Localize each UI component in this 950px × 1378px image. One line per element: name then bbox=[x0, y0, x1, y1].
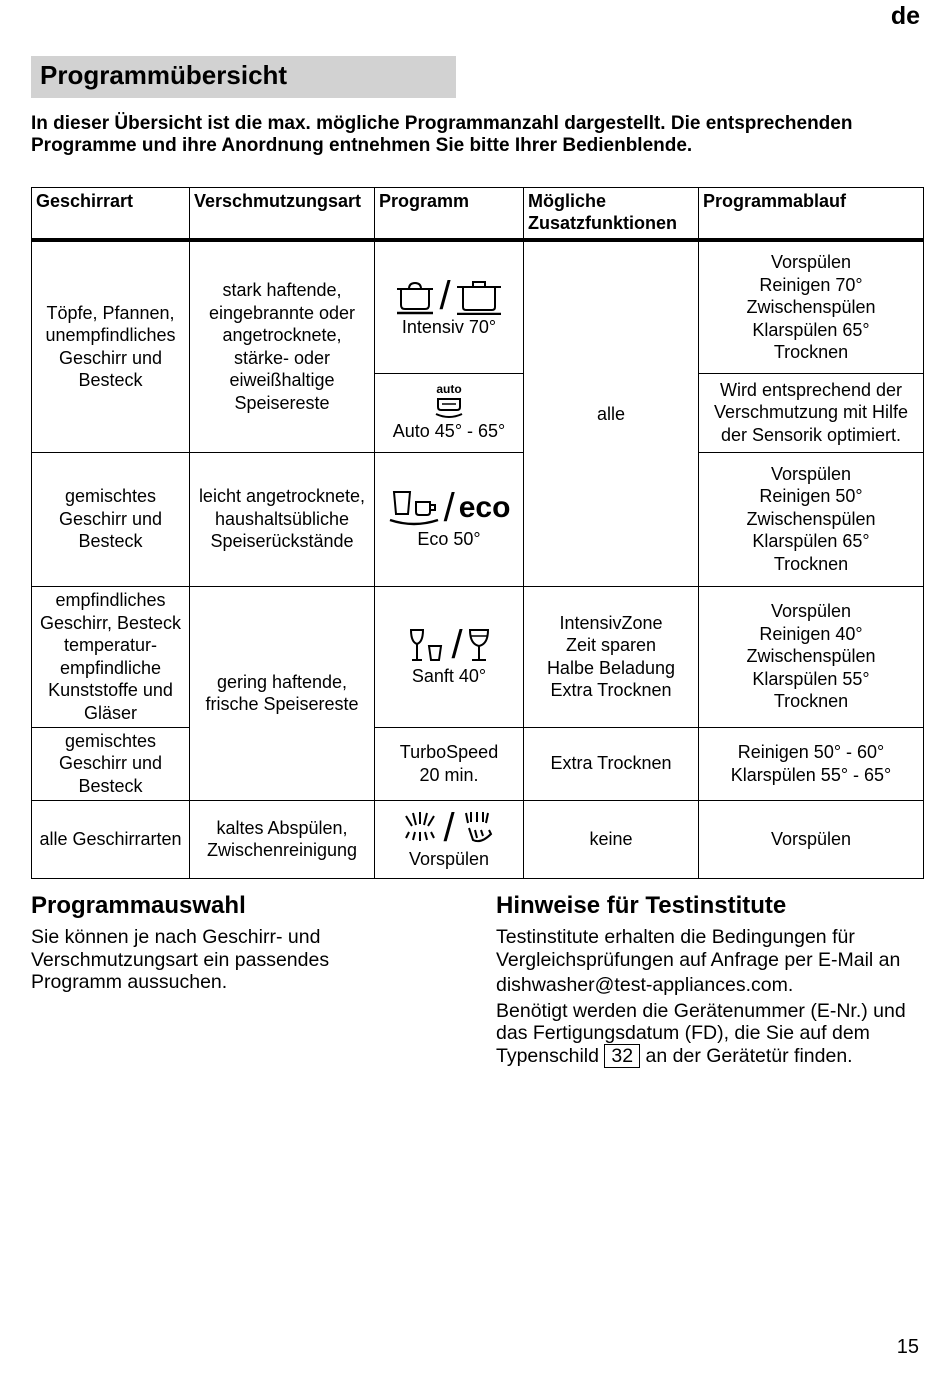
program-intensiv-label: Intensiv 70° bbox=[401, 317, 497, 337]
ablauf-step: Reinigen 50° - 60° bbox=[737, 742, 885, 762]
programmauswahl-text: Sie können je nach Geschirr- und Verschmutzungsart ein passendes Programm aussuchen. bbox=[31, 926, 330, 993]
verschmutzung-cell: kaltes Abspülen, Zwischenreinigung bbox=[190, 800, 375, 878]
ablauf-step: Zwischenspülen bbox=[746, 297, 876, 317]
zusatz-cell bbox=[524, 586, 699, 727]
program-eco-cell bbox=[375, 452, 524, 586]
program-sanft-cell bbox=[375, 586, 524, 727]
glass-icon bbox=[467, 626, 491, 664]
language-tag: de bbox=[890, 2, 920, 30]
ablauf-step: Vorspülen bbox=[770, 463, 852, 484]
ablauf-step: Reinigen 40° bbox=[759, 623, 863, 644]
hinweise-paragraph-1: Testinstitute erhalten die Bedingungen für Vergleichsprüfungen auf Anfrage per E-Mail an bbox=[496, 926, 901, 971]
table-row bbox=[32, 452, 924, 586]
ablauf-step: Klarspülen 65° bbox=[752, 531, 870, 552]
table-row bbox=[32, 586, 924, 727]
header-programm: Programm bbox=[375, 188, 524, 241]
header-verschmutzungsart: Verschmutzungsart bbox=[190, 188, 375, 241]
ablauf-cell bbox=[699, 452, 924, 586]
program-vorspuelen-label: Vorspülen bbox=[408, 848, 490, 869]
geschirr-cell: alle Geschirrarten bbox=[32, 800, 190, 878]
slash-separator: / bbox=[443, 485, 455, 530]
spray-icon bbox=[459, 810, 497, 846]
intro-text: In dieser Übersicht ist die max. mögliche Programmanzahl dargestellt. Die entsprechenden Programme und ihre Anordnung entnehmen Sie bitte Ihrer Bedienblende. bbox=[31, 113, 853, 156]
pot-icon bbox=[455, 277, 503, 315]
ablauf-step: Zwischenspülen bbox=[746, 508, 876, 529]
hinweise-paragraph-2-end: an der Gerätetür finden. bbox=[645, 1044, 853, 1067]
auto-label: auto bbox=[436, 381, 462, 396]
hinweise-heading: Hinweise für Testinstitute bbox=[496, 892, 787, 919]
type-plate-number-box: 32 bbox=[604, 1044, 640, 1068]
table-header-row bbox=[32, 188, 924, 241]
zusatz-cell: Extra Trocknen bbox=[524, 727, 699, 800]
verschmutzung-cell: leicht angetrocknete, haushaltsübliche Speiserückstände bbox=[190, 452, 375, 586]
geschirr-cell: Töpfe, Pfannen, unempfindliches Geschirr und Besteck bbox=[32, 240, 190, 452]
ablauf-cell bbox=[699, 586, 924, 727]
ablauf-step: Vorspülen bbox=[770, 252, 852, 272]
table-row bbox=[32, 800, 924, 878]
geschirr-cell: gemischtes Geschirr und Besteck bbox=[32, 452, 190, 586]
spray-icon bbox=[401, 810, 439, 846]
zusatz-item: Extra Trocknen bbox=[550, 680, 672, 700]
hinweise-email: dishwasher@test-appliances.com. bbox=[496, 974, 794, 996]
glass-icon bbox=[407, 626, 447, 664]
program-turbospeed-label: TurboSpeed bbox=[399, 742, 499, 762]
ablauf-step: Trocknen bbox=[773, 691, 849, 712]
zusatz-item: Halbe Beladung bbox=[546, 657, 676, 678]
program-auto-cell bbox=[375, 373, 524, 452]
slash-separator: / bbox=[443, 805, 455, 850]
program-intensiv-cell bbox=[375, 240, 524, 373]
verschmutzung-cell: gering haftende, frische Speisereste bbox=[190, 586, 375, 800]
program-turbospeed-cell bbox=[375, 727, 524, 800]
program-turbospeed-duration: 20 min. bbox=[419, 764, 479, 785]
header-programmablauf: Programmablauf bbox=[699, 188, 924, 241]
zusatz-cell: keine bbox=[524, 800, 699, 878]
program-sanft-label: Sanft 40° bbox=[411, 666, 487, 687]
ablauf-step: Trocknen bbox=[773, 553, 849, 574]
zusatz-cell: alle bbox=[524, 240, 699, 586]
table-row bbox=[32, 727, 924, 800]
verschmutzung-cell: stark haftende, eingebrannte oder angetrocknete, stärke- oder eiweißhaltige Speisereste bbox=[190, 240, 375, 452]
eco-label: eco bbox=[458, 490, 511, 524]
slash-separator: / bbox=[439, 274, 451, 318]
pot-icon bbox=[395, 277, 435, 315]
zusatz-item: Zeit sparen bbox=[565, 635, 657, 655]
programmauswahl-heading: Programmauswahl bbox=[31, 892, 246, 919]
table-row bbox=[32, 240, 924, 373]
hinweise-paragraph-2 bbox=[496, 1000, 921, 1068]
program-overview-table bbox=[31, 187, 924, 879]
ablauf-step: Zwischenspülen bbox=[746, 646, 876, 667]
hinweise-paragraph-2-start: Benötigt werden die Gerätenummer (E-Nr.) und das Fertigungsdatum (FD), die Sie auf dem Typenschild bbox=[496, 999, 906, 1067]
geschirr-cell: gemischtes Geschirr und Besteck bbox=[32, 727, 190, 800]
ablauf-cell bbox=[699, 727, 924, 800]
ablauf-cell: Wird entsprechend der Verschmutzung mit Hilfe der Sensorik optimiert. bbox=[699, 373, 924, 452]
zusatz-item: IntensivZone bbox=[559, 612, 663, 633]
program-vorspuelen-cell bbox=[375, 800, 524, 878]
ablauf-step: Klarspülen 55° - 65° bbox=[730, 764, 892, 785]
header-zusatzfunktionen: Mögliche Zusatzfunktionen bbox=[524, 188, 699, 241]
geschirr-cell: empfindliches Geschirr, Besteck temperatur-empfindliche Kunststoffe und Gläser bbox=[32, 586, 190, 727]
ablauf-step: Reinigen 50° bbox=[759, 486, 863, 507]
page-title: Programmübersicht bbox=[40, 60, 288, 90]
ablauf-cell: Vorspülen bbox=[699, 800, 924, 878]
ablauf-cell bbox=[699, 240, 924, 373]
auto-dishes-icon bbox=[434, 396, 464, 420]
slash-separator: / bbox=[451, 623, 463, 668]
cup-icon bbox=[388, 488, 440, 528]
program-eco-label: Eco 50° bbox=[417, 528, 481, 549]
ablauf-step: Trocknen bbox=[773, 342, 849, 362]
ablauf-step: Reinigen 70° bbox=[759, 274, 863, 295]
header-geschirrart: Geschirrart bbox=[32, 188, 190, 241]
section-title-bar bbox=[31, 56, 456, 98]
ablauf-step: Klarspülen 55° bbox=[752, 668, 870, 689]
program-auto-label: Auto 45° - 65° bbox=[392, 420, 506, 441]
page-number: 15 bbox=[896, 1336, 919, 1358]
ablauf-step: Vorspülen bbox=[770, 601, 852, 622]
ablauf-step: Klarspülen 65° bbox=[752, 319, 870, 340]
hinweise-text bbox=[496, 926, 921, 1067]
